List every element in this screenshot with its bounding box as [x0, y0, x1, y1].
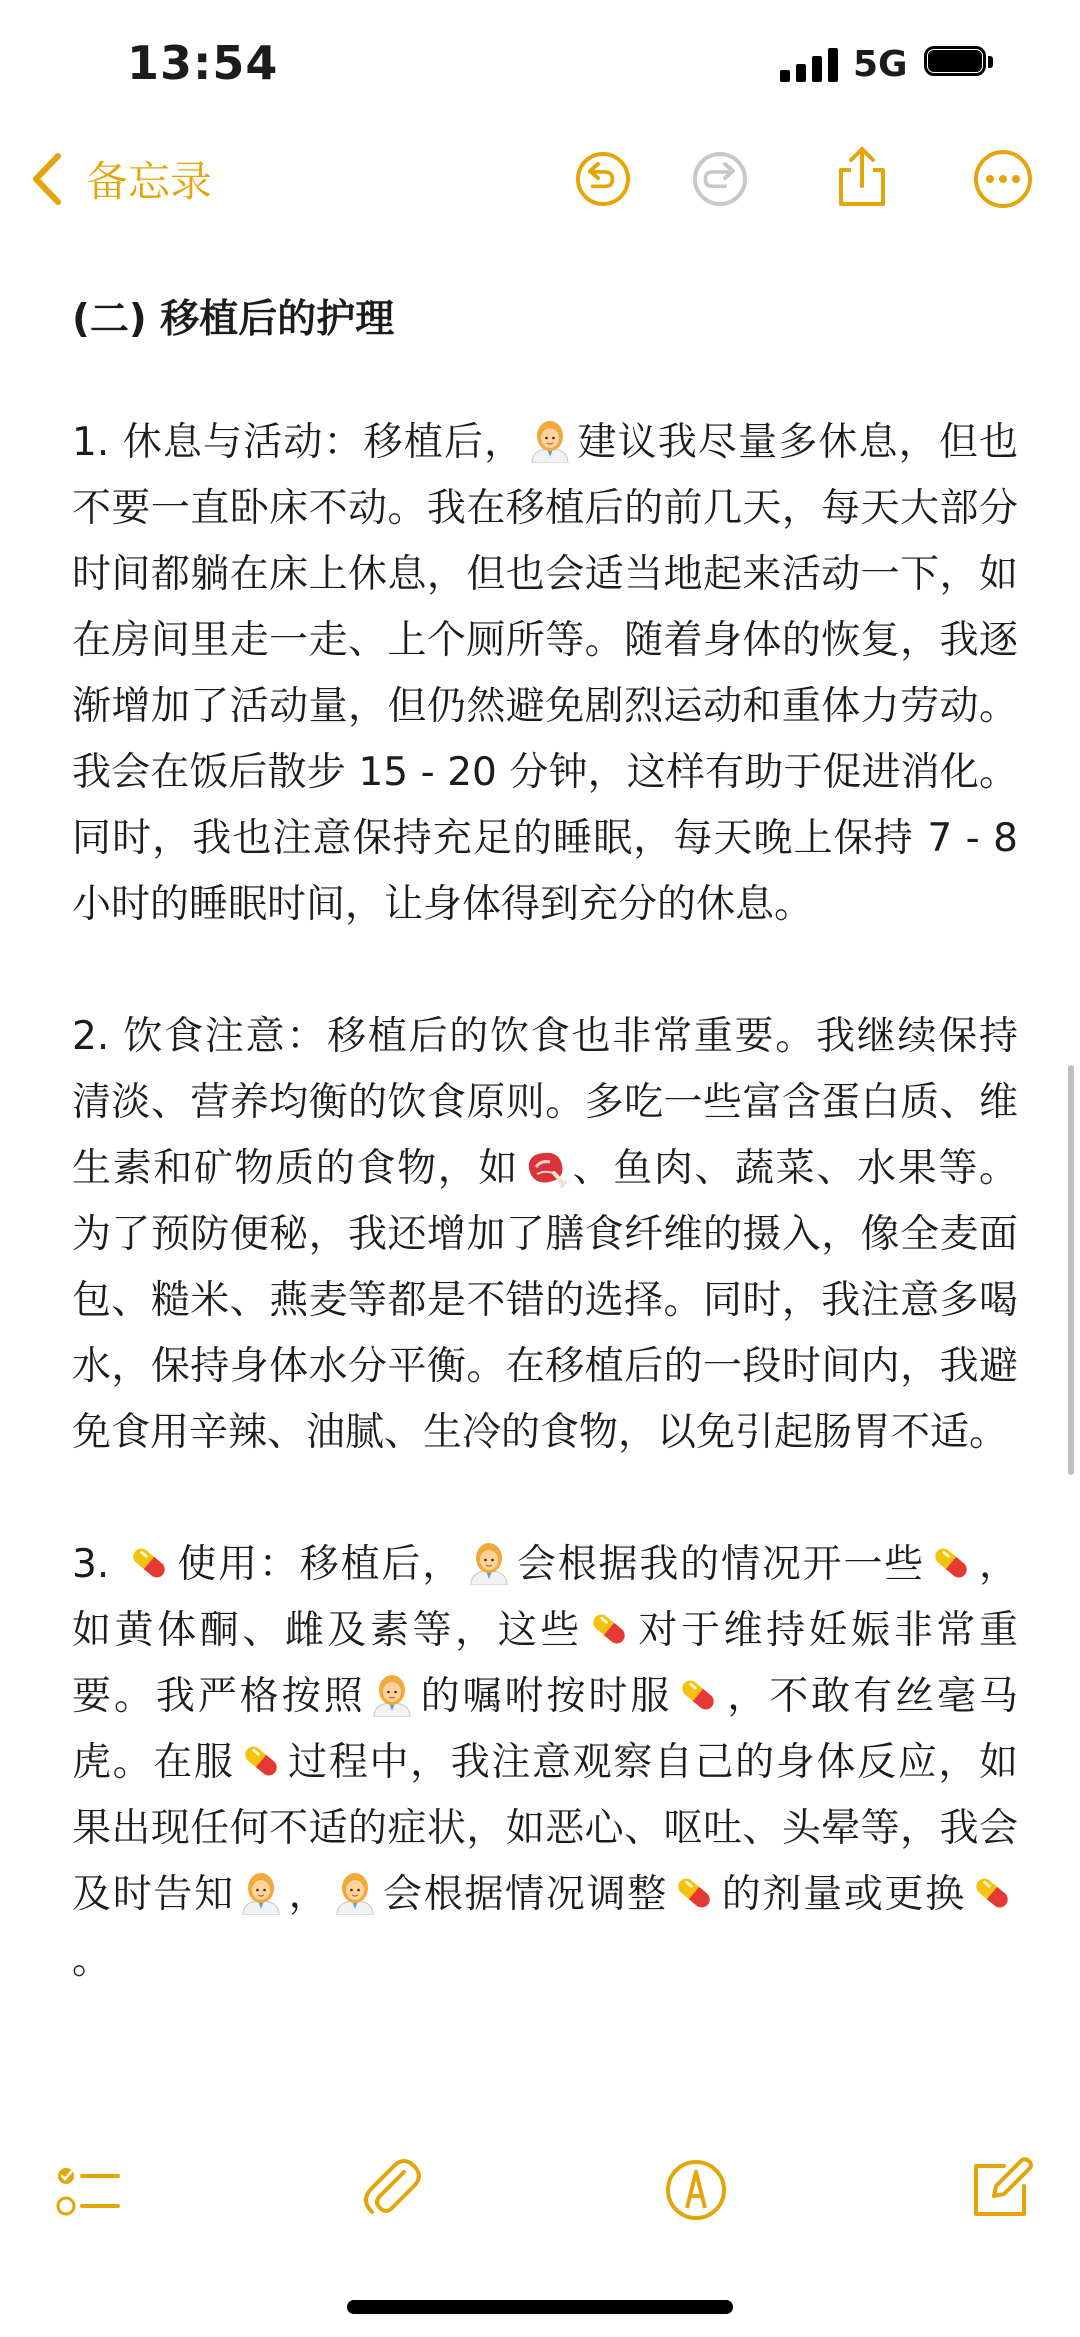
nav-bar — [0, 130, 1080, 240]
more-button[interactable] — [968, 144, 1038, 214]
bottom-toolbar — [0, 2130, 1080, 2250]
chevron-left-icon — [30, 152, 64, 206]
undo-icon — [568, 144, 638, 214]
note-heading: (二) 移植后的护理 — [72, 297, 395, 342]
scroll-indicator[interactable] — [1068, 1065, 1074, 1475]
note-body[interactable] — [72, 290, 1018, 2060]
paragraph-rest-activity: 1. 休息与活动：移植后， 建议我尽量多休息，但也不要一直卧床不动。我在移植后的前几天，每天大部分时间都躺在床上休息，但也会适当地起来活动一下，如在房间里走一走、上个厕所等。随着身体的恢复，我逐渐增加了活动量，但仍然避免剧烈运动和重体力劳动。我会在饭后散步 15 - 20 分钟，这样有助于促进消化。同时，我也注意保持充足的睡眠，每天晚上保持 7 - 8 小时的睡眠时间，让身体得到充分的休息。 — [72, 420, 1018, 927]
compose-button[interactable] — [960, 2150, 1040, 2230]
markup-button[interactable] — [656, 2150, 736, 2230]
more-icon — [968, 144, 1038, 214]
attachment-button[interactable] — [352, 2150, 432, 2230]
redo-icon — [685, 144, 755, 214]
doctor-emoji-icon — [239, 1871, 283, 1915]
pill-emoji-icon — [127, 1541, 171, 1585]
doctor-emoji-icon — [333, 1871, 377, 1915]
cellular-signal-icon — [780, 46, 838, 82]
status-time: 13:54 — [127, 36, 279, 90]
redo-button[interactable] — [685, 144, 755, 214]
pill-emoji-icon — [929, 1541, 973, 1585]
doctor-emoji-icon — [370, 1673, 414, 1717]
undo-button[interactable] — [568, 144, 638, 214]
back-button[interactable] — [30, 144, 212, 214]
paragraph-diet: 2. 饮食注意：移植后的饮食也非常重要。我继续保持清淡、营养均衡的饮食原则。多吃一些富含蛋白质、维生素和矿物质的食物，如 、鱼肉、蔬菜、水果等。为了预防便秘，我还增加了膳食纤维的摄入，像全麦面包、糙米、燕麦等都是不错的选择。同时，我注意多喝水，保持身体水分平衡。在移植后的一段时间内，我避免食用辛辣、油腻、生冷的食物，以免引起肠胃不适。 — [72, 1014, 1018, 1455]
pen-tip-icon — [656, 2150, 736, 2230]
share-icon — [827, 144, 897, 214]
checklist-icon — [48, 2150, 128, 2230]
share-button[interactable] — [827, 144, 897, 214]
pill-emoji-icon — [672, 1871, 716, 1915]
pill-emoji-icon — [587, 1607, 631, 1651]
status-bar — [0, 0, 1080, 130]
paperclip-icon — [352, 2150, 432, 2230]
battery-icon — [924, 46, 994, 80]
doctor-emoji-icon — [467, 1541, 511, 1585]
pill-emoji-icon — [676, 1673, 720, 1717]
compose-icon — [960, 2150, 1040, 2230]
pill-emoji-icon — [970, 1871, 1014, 1915]
network-type: 5G — [853, 44, 908, 85]
doctor-emoji-icon — [528, 419, 572, 463]
pill-emoji-icon — [239, 1739, 283, 1783]
meat-emoji-icon — [523, 1145, 567, 1189]
home-indicator[interactable] — [347, 2300, 733, 2314]
back-label: 备忘录 — [86, 157, 213, 206]
paragraph-medication: 3. 使用：移植后， 会根据我的情况开一些 ，如黄体酮、雌及素等，这些 对于维持妊娠非常重要。我严格按照 的嘱咐按时服 ，不敢有丝毫马虎。在服 过程中，我注意观察自己的身体反应，如果出现任何不适的症状，如恶心、呕吐、头晕等，我会及时告知 ， 会根据情况调整 的剂量或更换。 — [72, 1542, 1018, 1983]
checklist-button[interactable] — [48, 2150, 128, 2230]
